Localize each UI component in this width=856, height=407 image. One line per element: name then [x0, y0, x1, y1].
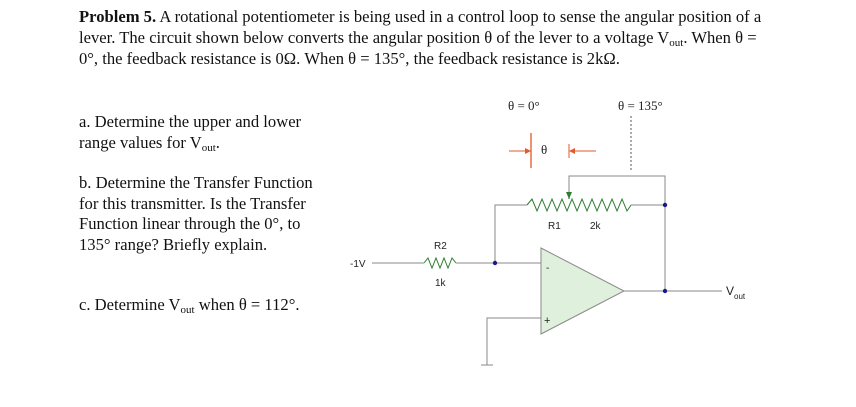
question-a-sub: out: [201, 141, 216, 154]
r2-name: R2: [434, 241, 447, 252]
question-b: b. Determine the Transfer Function for this transmitter. Is the Transfer Function linear through the 0°, to 135° range? Briefly explain.: [79, 173, 313, 254]
theta-135-label: θ = 135°: [618, 98, 663, 113]
r2-resistor: [424, 258, 456, 268]
problem-intro-1: A rotational potentiometer is being used in a control loop to sense the angular position of a lever. The circuit shown below converts the angular position θ of the lever to a voltage V: [79, 7, 762, 47]
r1-value: 2k: [590, 221, 601, 232]
problem-number: Problem 5.: [79, 7, 157, 26]
source-label: -1V: [350, 259, 366, 270]
node-inverting: [493, 261, 497, 265]
problem-vout-sub: out: [669, 37, 684, 49]
r1-name: R1: [548, 221, 561, 232]
r1-wiper-arrow-icon: [566, 192, 572, 199]
r2-value: 1k: [435, 278, 446, 289]
opamp-plus: +: [544, 315, 551, 327]
opamp-minus: -: [546, 263, 550, 274]
arrow-left-icon: [525, 148, 531, 154]
problem-intro-2: . When θ = 0°, the feedback resistance is 0Ω. When θ = 135°, the feedback resistance is 2kΩ.: [79, 28, 757, 68]
question-c-end: when θ = 112°.: [194, 295, 300, 314]
vout-label: [726, 284, 746, 301]
node-feedback: [663, 203, 667, 207]
question-c-sub: out: [180, 304, 195, 316]
theta-zero-label: θ = 0°: [508, 98, 540, 113]
question-a-text: a. Determine the upper and lower range values for V: [79, 112, 302, 152]
question-a-end: .: [215, 132, 220, 152]
vout-sub: out: [734, 292, 746, 301]
opamp-triangle: [541, 248, 624, 334]
ground-wire: [487, 318, 541, 365]
theta-label: θ: [541, 142, 548, 157]
arrow-right-icon: [569, 148, 575, 154]
node-output: [663, 289, 667, 293]
question-c-text: c. Determine V: [79, 295, 181, 314]
vout-main: V: [726, 284, 735, 298]
feedback-wire-left: [495, 205, 527, 262]
r1-resistor: [527, 199, 631, 211]
